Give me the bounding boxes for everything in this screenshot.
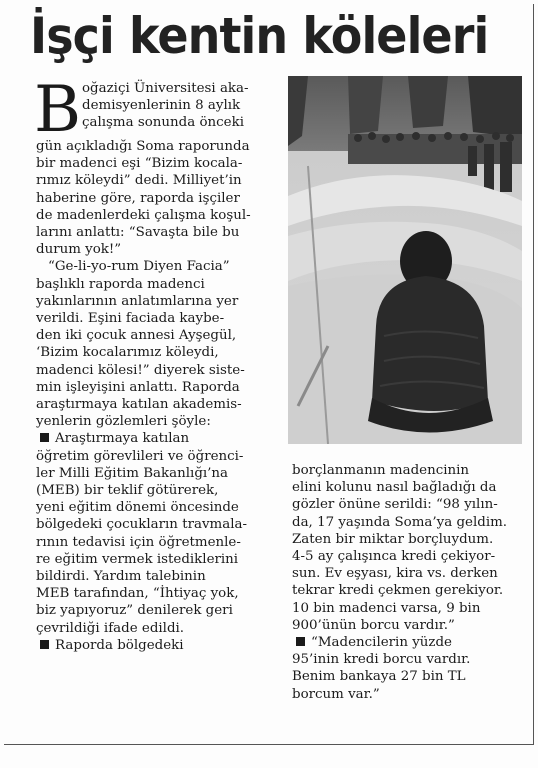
right-column bbox=[292, 462, 532, 703]
fourth-paragraph bbox=[36, 637, 286, 654]
text-line: bir madenci eşi “Bizim kocala- bbox=[36, 156, 243, 172]
text-line: demisyenlerinin 8 aylık bbox=[82, 98, 241, 114]
right-paragraph-2 bbox=[292, 634, 532, 703]
text-line: bölgedeki çocukların travmala- bbox=[36, 517, 247, 533]
text-line: gözler önüne serildi: “98 yılın- bbox=[292, 497, 498, 513]
text-line: ‘Bizim kocalarımız köleydi, bbox=[36, 345, 219, 361]
text-line: verildi. Eşini faciada kaybe- bbox=[36, 311, 225, 327]
text-line: madenci kölesi!” diyerek siste- bbox=[36, 362, 245, 378]
mourner-at-graves-photo bbox=[288, 76, 522, 444]
right-paragraph-1 bbox=[292, 462, 532, 634]
text-line: rının tedavisi için öğretmenle- bbox=[36, 534, 241, 550]
text-line: rımız köleydi” dedi. Milliyet’in bbox=[36, 173, 242, 189]
text-line: haberine göre, raporda işçiler bbox=[36, 190, 240, 206]
text-line: yenlerin gözlemleri şöyle: bbox=[36, 414, 211, 430]
text-line: Raporda bölgedeki bbox=[55, 637, 184, 653]
headline: İşçi kentin köleleri bbox=[30, 7, 489, 65]
text-line: tekrar kredi çekmen gerekiyor. bbox=[292, 583, 504, 599]
text-line: 900’ünün borcu vardır.” bbox=[292, 617, 455, 633]
photo-image bbox=[288, 76, 522, 444]
drop-cap: B bbox=[34, 73, 82, 147]
left-column bbox=[34, 73, 286, 654]
text-line: 95’inin kredi borcu vardır. bbox=[292, 652, 471, 668]
text-line: 10 bin madenci varsa, 9 bin bbox=[292, 600, 481, 616]
text-line: öğretim görevlileri ve öğrenci- bbox=[36, 448, 244, 464]
text-line: de madenlerdeki çalışma koşul- bbox=[36, 207, 251, 223]
bullet-line bbox=[36, 637, 286, 654]
text-line: Araştırmaya katılan bbox=[55, 431, 190, 447]
text-line: (MEB) bir teklif götürerek, bbox=[36, 483, 219, 499]
text-line: larını anlattı: “Savaşta bile bu bbox=[36, 225, 240, 241]
text-line: Zaten bir miktar borçluydum. bbox=[292, 531, 494, 547]
text-line: başlıklı raporda madenci bbox=[36, 276, 205, 292]
text-line: re eğitim vermek istediklerini bbox=[36, 551, 239, 567]
third-paragraph bbox=[36, 430, 286, 636]
text-line: da, 17 yaşında Soma’ya geldim. bbox=[292, 514, 508, 530]
text-line: Benim bankaya 27 bin TL bbox=[292, 669, 466, 685]
text-line: min işleyişini anlattı. Raporda bbox=[36, 379, 240, 395]
text-line: borcum var.” bbox=[292, 686, 380, 702]
second-paragraph bbox=[36, 258, 286, 430]
text-line: çalışma sonunda önceki bbox=[82, 115, 244, 131]
text-line: “Ge-li-yo-rum Diyen Facia” bbox=[48, 259, 230, 275]
text-line: 4-5 ay çalışınca kredi çekiyor- bbox=[292, 549, 496, 565]
bullet-square-icon bbox=[40, 640, 49, 649]
bullet-line bbox=[36, 430, 286, 447]
first-paragraph bbox=[34, 73, 286, 258]
text-line: biz yapıyoruz” denilerek geri bbox=[36, 603, 233, 619]
text-line: yakınlarının anlatımlarına yer bbox=[36, 293, 239, 309]
text-line: gün açıkladığı Soma raporunda bbox=[36, 139, 250, 154]
text-line: elini kolunu nasıl bağladığı da bbox=[292, 480, 497, 496]
text-line: den iki çocuk annesi Ayşegül, bbox=[36, 328, 237, 344]
text-line: yeni eğitim dönemi öncesinde bbox=[36, 500, 239, 516]
text-line: ler Milli Eğitim Bakanlığı’na bbox=[36, 465, 229, 481]
bullet-square-icon bbox=[40, 433, 49, 442]
text-line: çevrildiği ifade edildi. bbox=[36, 620, 185, 636]
text-line: MEB tarafından, “İhtiyaç yok, bbox=[36, 586, 239, 602]
text-line: araştırmaya katılan akademis- bbox=[36, 397, 242, 413]
text-line: sun. Ev eşyası, kira vs. derken bbox=[292, 566, 498, 582]
text-line: borçlanmanın madencinin bbox=[292, 463, 470, 478]
text-line: “Madencilerin yüzde bbox=[311, 635, 452, 651]
bullet-square-icon bbox=[296, 637, 305, 646]
text-line: durum yok!” bbox=[36, 242, 122, 258]
bullet-line bbox=[292, 634, 532, 651]
text-line: oğaziçi Üniversitesi aka- bbox=[82, 81, 249, 96]
text-line: bildirdi. Yardım talebinin bbox=[36, 569, 206, 585]
